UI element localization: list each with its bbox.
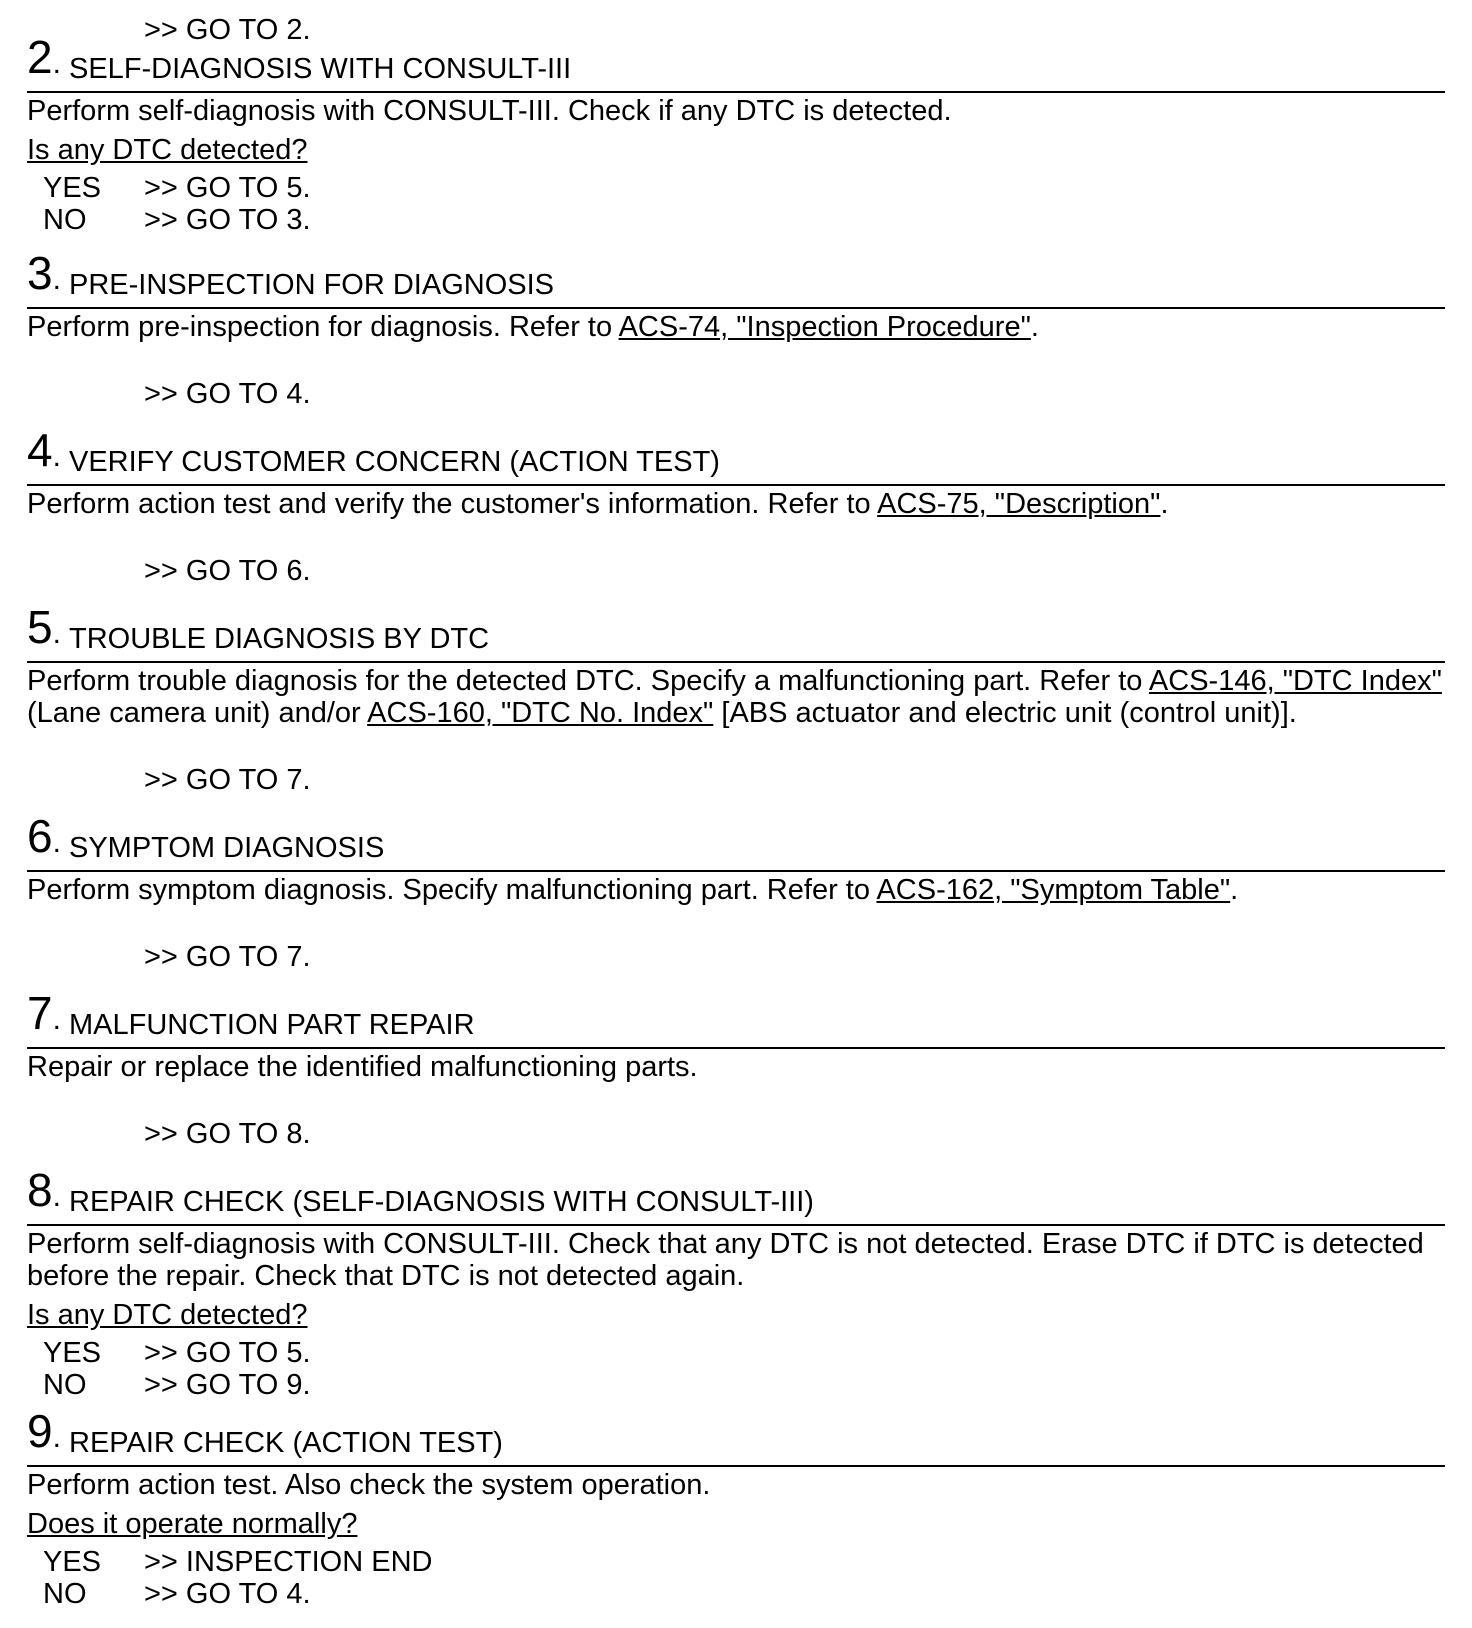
- reference-link[interactable]: ACS-162, "Symptom Table": [876, 874, 1231, 906]
- answer-action: >> GO TO 5.: [144, 172, 311, 204]
- step-question: Does it operate normally?: [27, 1508, 358, 1540]
- step-header: [27, 810, 1445, 872]
- goto-line: >> GO TO 7.: [144, 764, 311, 796]
- step-2: [27, 31, 1445, 236]
- answer-yes: [27, 172, 1445, 204]
- answer-key: YES: [43, 1546, 102, 1578]
- step-number: 2.: [27, 31, 61, 83]
- step-body: [27, 486, 1445, 587]
- step-title: VERIFY CUSTOMER CONCERN (ACTION TEST): [69, 446, 720, 478]
- step-number: 9.: [27, 1405, 61, 1457]
- step-number: 4.: [27, 424, 61, 476]
- answer-no: [27, 204, 1445, 236]
- answer-list: [27, 1546, 1445, 1610]
- step-number: 8.: [27, 1164, 61, 1216]
- step-5: [27, 601, 1445, 796]
- step-instruction: Perform self-diagnosis with CONSULT-III. Check that any DTC is not detected. Erase DTC if DTC is detected before the repair. Check that DTC is not detected again.: [27, 1228, 1424, 1292]
- answer-key: YES: [43, 172, 102, 204]
- step-header: [27, 987, 1445, 1049]
- answer-action: >> INSPECTION END: [144, 1546, 433, 1578]
- step-body: [27, 1226, 1445, 1401]
- step-body: [27, 1467, 1445, 1610]
- step-title: PRE-INSPECTION FOR DIAGNOSIS: [69, 269, 554, 301]
- answer-action: >> GO TO 5.: [144, 1337, 311, 1369]
- reference-link[interactable]: ACS-74, "Inspection Procedure": [618, 311, 1031, 343]
- answer-key: NO: [43, 1578, 87, 1610]
- step-7: [27, 987, 1445, 1150]
- step-body: [27, 309, 1445, 410]
- step-instruction: Perform trouble diagnosis for the detected DTC. Specify a malfunctioning part. Refer to ACS-146, "DTC Index" (Lane camera unit) and/or ACS-160, "DTC No. Index" [ABS actuator and electric unit (control unit)].: [27, 665, 1442, 729]
- step-title: REPAIR CHECK (ACTION TEST): [69, 1427, 503, 1459]
- step-header: [27, 424, 1445, 486]
- step-body: [27, 1049, 1445, 1150]
- answer-key: NO: [43, 204, 87, 236]
- answer-list: [27, 1337, 1445, 1401]
- step-4: [27, 424, 1445, 587]
- step-instruction: Perform pre-inspection for diagnosis. Refer to ACS-74, "Inspection Procedure".: [27, 311, 1039, 343]
- answer-no: [27, 1578, 1445, 1610]
- goto-line: >> GO TO 4.: [144, 378, 311, 410]
- step-header: [27, 31, 1445, 93]
- answer-key: YES: [43, 1337, 102, 1369]
- step-body: [27, 93, 1445, 236]
- step-title: MALFUNCTION PART REPAIR: [69, 1009, 475, 1041]
- step-number: 3.: [27, 247, 61, 299]
- answer-no: [27, 1369, 1445, 1401]
- goto-line: >> GO TO 7.: [144, 941, 311, 973]
- answer-key: NO: [43, 1369, 87, 1401]
- step-question: Is any DTC detected?: [27, 134, 308, 166]
- step-body: [27, 872, 1445, 973]
- step-instruction: Repair or replace the identified malfunctioning parts.: [27, 1051, 698, 1083]
- step-question: Is any DTC detected?: [27, 1299, 308, 1331]
- goto-line: >> GO TO 6.: [144, 555, 311, 587]
- step-body: [27, 663, 1445, 796]
- goto-line: >> GO TO 8.: [144, 1118, 311, 1150]
- reference-link[interactable]: ACS-75, "Description": [877, 488, 1161, 520]
- reference-link[interactable]: ACS-146, "DTC Index": [1148, 665, 1442, 697]
- step-header: [27, 1405, 1445, 1467]
- step-instruction: Perform self-diagnosis with CONSULT-III. Check if any DTC is detected.: [27, 95, 952, 127]
- answer-yes: [27, 1337, 1445, 1369]
- step-instruction: Perform action test. Also check the system operation.: [27, 1469, 711, 1501]
- answer-action: >> GO TO 3.: [144, 204, 311, 236]
- step-header: [27, 247, 1445, 309]
- step-instruction: Perform action test and verify the customer's information. Refer to ACS-75, "Description".: [27, 488, 1169, 520]
- step-header: [27, 601, 1445, 663]
- step-8: [27, 1164, 1445, 1401]
- step-title: REPAIR CHECK (SELF-DIAGNOSIS WITH CONSULT-III): [69, 1186, 814, 1218]
- answer-yes: [27, 1546, 1445, 1578]
- step-title: SYMPTOM DIAGNOSIS: [69, 832, 385, 864]
- step-number: 5.: [27, 601, 61, 653]
- answer-list: [27, 172, 1445, 236]
- step-9: [27, 1405, 1445, 1610]
- step-title: SELF-DIAGNOSIS WITH CONSULT-III: [69, 53, 572, 85]
- step-3: [27, 247, 1445, 410]
- step-6: [27, 810, 1445, 973]
- goto-line: >> GO TO 2.: [144, 14, 311, 46]
- reference-link[interactable]: ACS-160, "DTC No. Index": [367, 697, 714, 729]
- step-number: 6.: [27, 810, 61, 862]
- answer-action: >> GO TO 9.: [144, 1369, 311, 1401]
- answer-action: >> GO TO 4.: [144, 1578, 311, 1610]
- step-number: 7.: [27, 987, 61, 1039]
- step-instruction: Perform symptom diagnosis. Specify malfunctioning part. Refer to ACS-162, "Symptom Table".: [27, 874, 1239, 906]
- step-title: TROUBLE DIAGNOSIS BY DTC: [69, 623, 490, 655]
- step-header: [27, 1164, 1445, 1226]
